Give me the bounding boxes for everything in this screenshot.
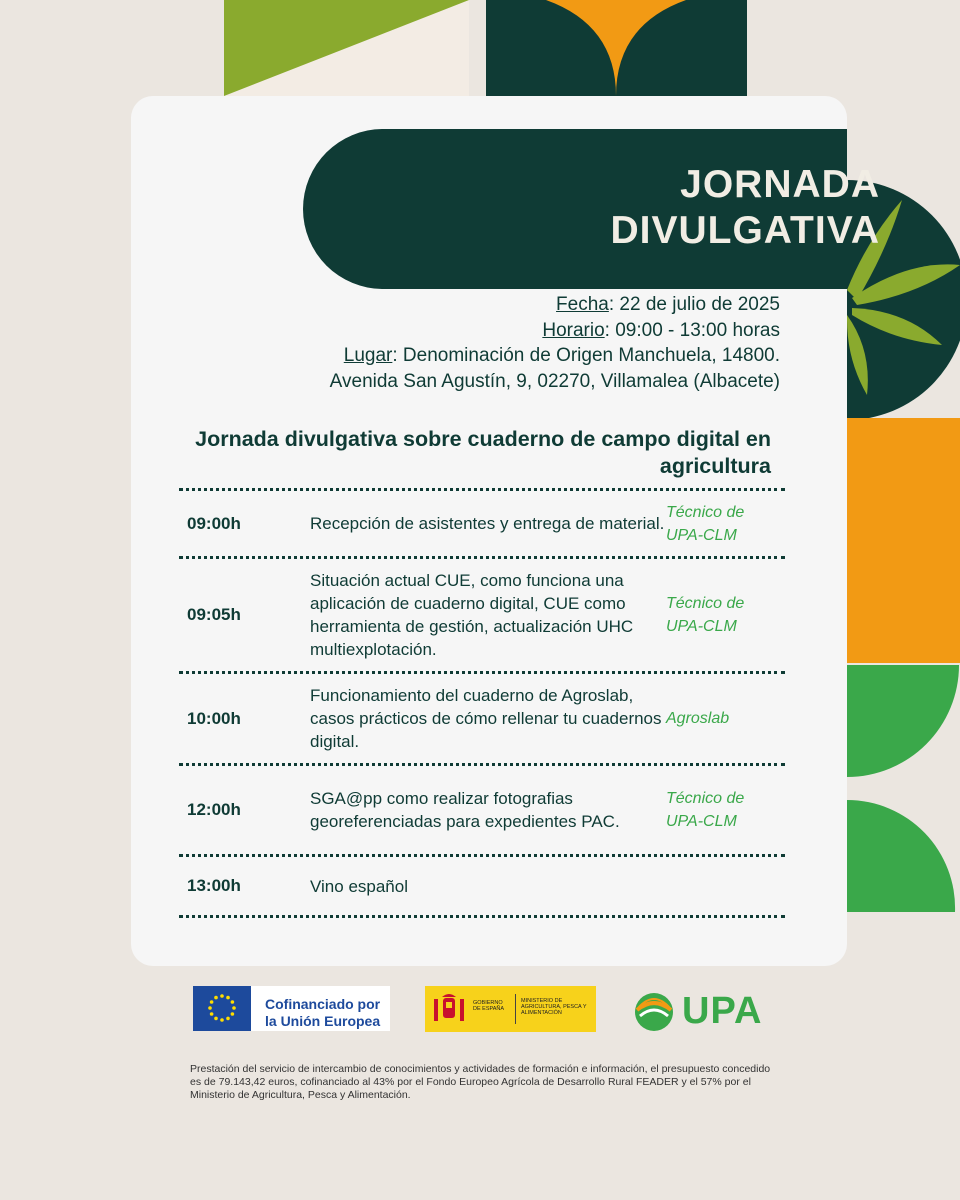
eu-logo xyxy=(193,986,390,1031)
table-row xyxy=(179,671,785,763)
agenda-title: Jornada divulgativa sobre cuaderno de campo digital en agricultura xyxy=(195,427,771,478)
table-row xyxy=(179,763,785,854)
eu-flag-icon xyxy=(193,986,251,1031)
row-time: 12:00h xyxy=(187,800,241,819)
funding-footnote: Prestación del servicio de intercambio de conocimientos y actividades de formación e información, el presupuesto concedido es de 79.143,42 euros, cofinanciado al 43% por el Fondo Europeo Agrícola de Desarrollo Rural FEADER y el 57% por el Ministerio de Agricultura, Pesca y Alimentación. xyxy=(190,1063,771,1101)
row-description: Funcionamiento del cuaderno de Agroslab, casos prácticos de cómo rellenar tu cuadernos digital. xyxy=(310,686,662,751)
row-time: 10:00h xyxy=(187,708,241,728)
row-time: 09:00h xyxy=(187,513,241,533)
date-value: : 22 de julio de 2025 xyxy=(608,294,780,315)
upa-logo xyxy=(632,986,762,1032)
schedule-line xyxy=(330,318,780,344)
government-text: GOBIERNO DE ESPAÑA xyxy=(473,1000,505,1012)
upa-sun-icon xyxy=(632,988,676,1032)
table-row xyxy=(179,556,785,671)
time-label: Horario xyxy=(542,319,605,341)
date-line xyxy=(330,292,780,318)
address-line: Avenida San Agustín, 9, 02270, Villamalea (Albacete) xyxy=(329,370,780,392)
place-line xyxy=(330,343,780,369)
spain-crest-icon xyxy=(430,990,468,1028)
page-title xyxy=(610,162,880,254)
place-label: Lugar xyxy=(343,345,393,366)
ministry-text: MINISTERIO DE AGRICULTURA, PESCA Y ALIMENTACIÓN xyxy=(521,998,587,1016)
sponsor-logos xyxy=(0,980,960,1040)
row-description: Vino español xyxy=(310,876,408,896)
decorative-green-triangle xyxy=(224,0,469,96)
table-row xyxy=(179,854,785,918)
event-info xyxy=(330,292,780,394)
table-row xyxy=(179,488,785,556)
date-label: Fecha xyxy=(556,294,609,315)
row-speaker: Técnico de UPA-CLM xyxy=(666,595,745,635)
eu-logo-text: Cofinanciado por la Unión Europea xyxy=(265,996,381,1029)
row-description: Situación actual CUE, como funciona una aplicación de cuaderno digital, CUE como herramienta de gestión, actualización UHC multiexplotación. xyxy=(310,571,634,659)
row-description: SGA@pp como realizar fotografias georeferenciadas para expedientes PAC. xyxy=(310,789,620,831)
row-speaker: Técnico de UPA-CLM xyxy=(666,503,745,544)
government-logo xyxy=(425,986,596,1032)
place-value: : Denominación de Origen Manchuela, 14800. xyxy=(392,345,780,366)
agenda-table xyxy=(179,488,785,918)
row-time: 09:05h xyxy=(187,605,241,624)
time-value: : 09:00 - 13:00 horas xyxy=(604,319,780,341)
row-speaker: Agroslab xyxy=(666,710,730,727)
decorative-orange-leaf xyxy=(486,0,747,96)
row-time: 13:00h xyxy=(187,876,241,895)
row-speaker: Técnico de UPA-CLM xyxy=(666,790,745,830)
title-line-1: JORNADA xyxy=(680,163,880,206)
upa-logo-text: UPA xyxy=(682,990,763,1032)
row-description: Recepción de asistentes y entrega de material. xyxy=(310,514,665,533)
logo-divider xyxy=(515,994,516,1024)
decorative-right-shapes xyxy=(847,180,960,920)
title-line-2: DIVULGATIVA xyxy=(610,209,880,252)
